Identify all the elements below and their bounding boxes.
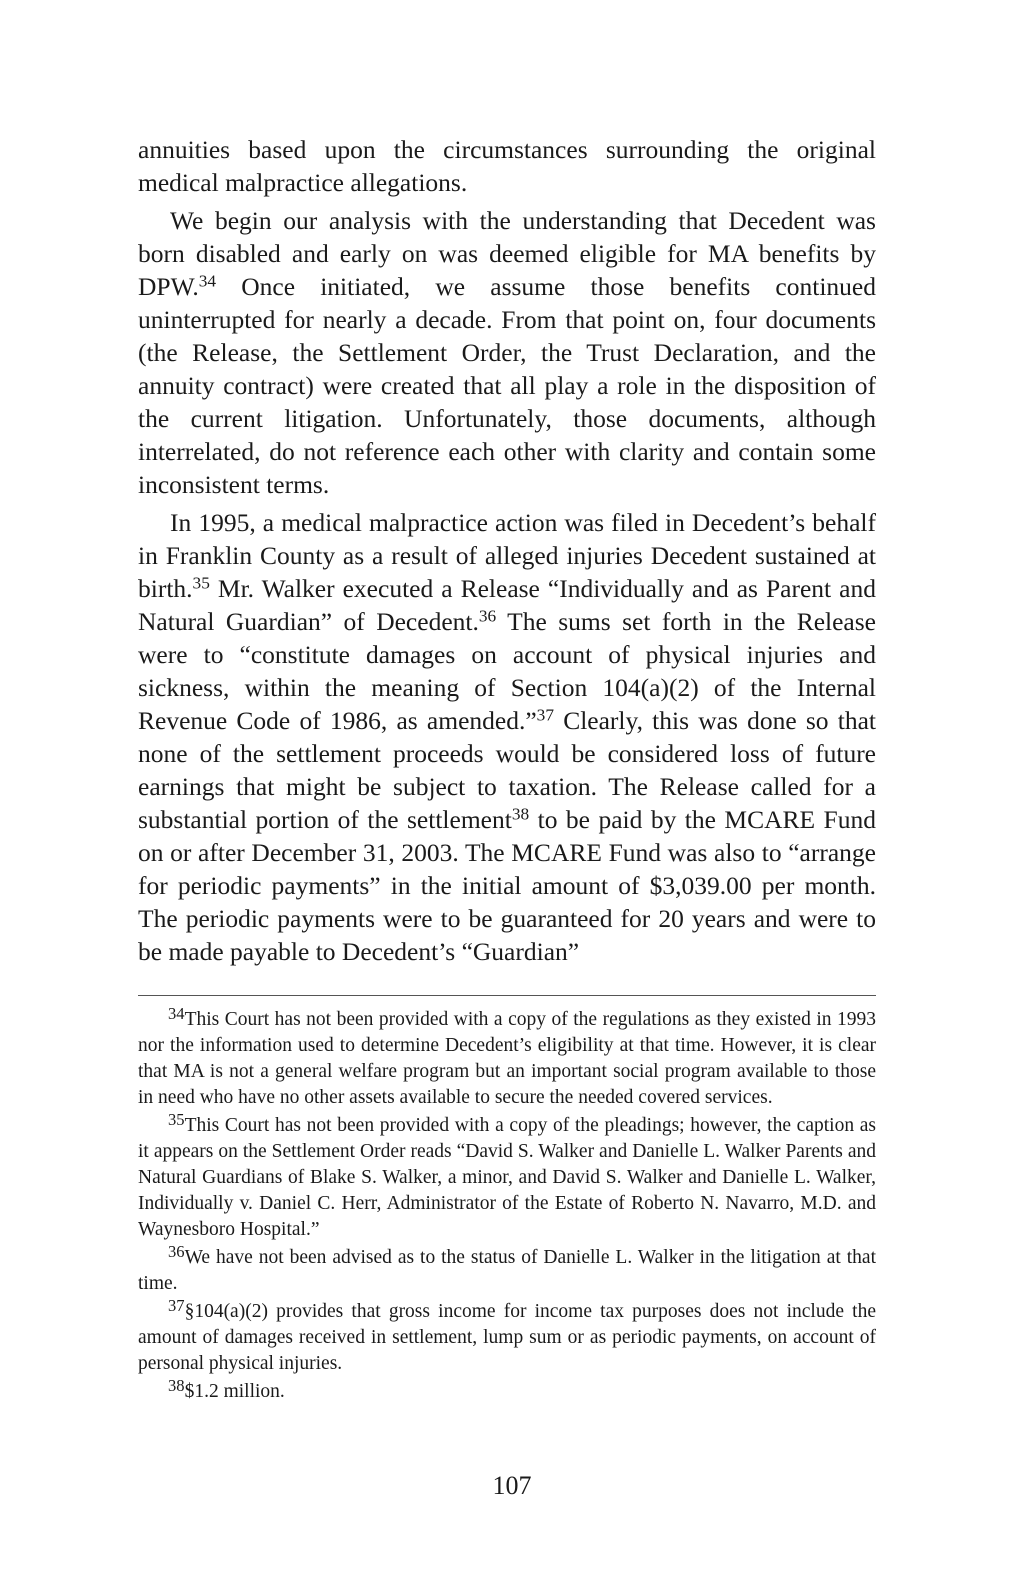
footnote-number: 34	[168, 1004, 185, 1024]
footnote-number: 37	[168, 1296, 185, 1316]
body-paragraph-1	[138, 133, 876, 199]
paragraph-text: We begin our analysis with the understanding that Decedent was born disabled and early on was deemed eligible for MA benefits by DPW.	[138, 206, 876, 301]
page-number: 107	[492, 1471, 532, 1500]
footnote-text: $1.2 million.	[184, 1381, 285, 1402]
paragraph-text: Clearly, this was done so that none of the settlement proceeds would be considered loss of future earnings that might be subject to taxation. The Release called for a substantial portion of the settlement	[138, 706, 876, 834]
footnote-separator	[138, 995, 876, 996]
paragraph-text: to be paid by the MCARE Fund on or after December 31, 2003. The MCARE Fund was also to “arrange for periodic payments” in the initial amount of $3,039.00 per month. The periodic payments were to be guaranteed for 20 years and were to be made payable to Decedent’s “Guardian”	[138, 805, 876, 966]
footnote-ref-34[interactable]: 34	[198, 271, 217, 291]
footnote-34	[138, 1004, 876, 1111]
footnote-37	[138, 1296, 876, 1377]
paragraph-text: annuities based upon the circumstances surrounding the original medical malpractice allegations.	[138, 135, 876, 197]
footnote-ref-38[interactable]: 38	[511, 804, 530, 824]
footnote-number: 35	[168, 1110, 185, 1130]
footnote-text: This Court has not been provided with a copy of the regulations as they existed in 1993 nor the information used to determine Decedent’s eligibility at that time. However, it is clear that MA is not a general welfare program but an important social program available to those in need who have no other assets available to secure the needed covered services.	[138, 1009, 876, 1108]
paragraph-text: The sums set forth in the Release were to “constitute damages on account of physical injuries and sickness, within the meaning of Section 104(a)(2) of the Internal Revenue Code of 1986, as amended.”	[138, 607, 876, 735]
footnote-text: §104(a)(2) provides that gross income for income tax purposes does not include the amount of damages received in settlement, lump sum or as periodic payments, on account of personal physical injuries.	[138, 1301, 876, 1374]
footnote-number: 38	[168, 1376, 185, 1396]
paragraph-text: Mr. Walker executed a Release “Individually and as Parent and Natural Guardian” of Decedent.	[138, 574, 876, 636]
body-paragraph-2	[138, 204, 876, 501]
footnote-38	[138, 1376, 876, 1405]
footnote-text: We have not been advised as to the status of Danielle L. Walker in the litigation at that time.	[138, 1247, 876, 1294]
footnote-ref-35[interactable]: 35	[192, 573, 210, 593]
footnote-text: This Court has not been provided with a copy of the pleadings; however, the caption as it appears on the Settlement Order reads “David S. Walker and Danielle L. Walker Parents and Natural Guardians of Blake S. Walker, a minor, and David S. Walker and Danielle L. Walker, Individually v. Daniel C. Herr, Administrator of the Estate of Roberto N. Navarro, M.D. and Waynesboro Hospital.”	[138, 1115, 876, 1240]
footnote-ref-36[interactable]: 36	[478, 606, 497, 626]
footnotes-section	[138, 1004, 876, 1405]
body-paragraph-3	[138, 506, 876, 968]
paragraph-text: Once initiated, we assume those benefits continued uninterrupted for nearly a decade. From that point on, four documents (the Release, the Settlement Order, the Trust Declaration, and the annuity contract) were created that all play a role in the disposition of the current litigation. Unfortunately, those documents, although interrelated, do not reference each other with clarity and contain some inconsistent terms.	[138, 272, 876, 499]
footnote-36	[138, 1242, 876, 1297]
page-content	[138, 133, 876, 1407]
footnote-number: 36	[168, 1242, 185, 1262]
footnote-ref-37[interactable]: 37	[536, 705, 554, 725]
footnote-35	[138, 1110, 876, 1243]
paragraph-text: In 1995, a medical malpractice action was filed in Decedent’s behalf in Franklin County as a result of alleged injuries Decedent sustained at birth.	[138, 508, 876, 603]
